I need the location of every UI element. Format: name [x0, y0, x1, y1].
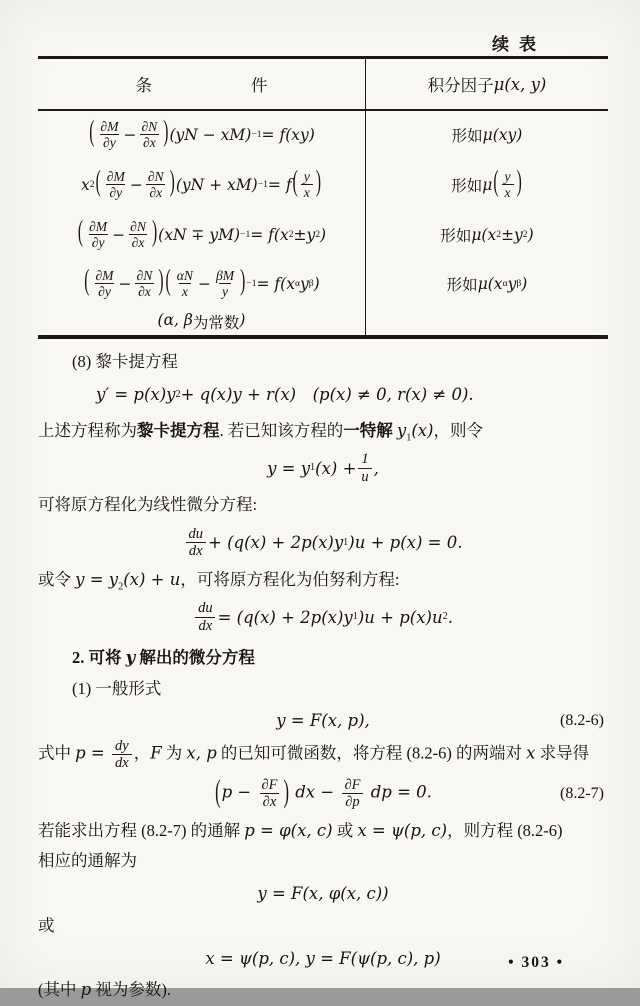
linear-ode-equation: $\frac{du}{dx}$ + (q(x) + 2p(x)y 1 )u + p(x) = 0.: [38, 521, 608, 565]
or-label: 或: [38, 915, 55, 935]
table-header-condition: 条 件: [135, 76, 268, 95]
factor-formula: 形如 μ ( $\frac{y}{x}$ ): [365, 158, 608, 211]
paragraph-general-solution: 若能求出方程 (8.2-7) 的通解 p = φ(x, c) 或 x = ψ(p, c)，则方程 (8.2-6): [38, 820, 563, 840]
riccati-equation: y′ = p(x)y 2 + q(x)y + r(x) (p(x) ≠ 0, r(x) ≠ 0).: [96, 385, 474, 405]
factor-formula: 形如 μ(xy): [365, 111, 608, 158]
section-8-heading: (8) 黎卡提方程: [72, 352, 178, 371]
page-number: • 303 •: [508, 954, 564, 971]
table-note-row: [38, 309, 608, 335]
paragraph-riccati-intro: 上述方程称为黎卡提方程. 若已知该方程的一特解 $y_1(x)$，则令: [38, 420, 483, 443]
table-row: [38, 211, 608, 258]
paragraph-bernoulli-transform: 或令 $y = y_2(x) + u$，可将原方程化为伯努利方程:: [38, 569, 400, 592]
equation-826-formula: y = F(x, p),: [276, 711, 370, 731]
equation-827: [38, 772, 608, 816]
equation-827-number: (8.2-7): [560, 784, 604, 802]
item-1-heading: (1) 一般形式: [72, 678, 162, 698]
general-solution-equation-1: y = F(x, φ(x, c)): [257, 884, 389, 904]
factor-formula: 形如 μ(x α y β ): [365, 258, 608, 309]
general-solution-equation-2: x = ψ(p, c), y = F(ψ(p, c), p): [205, 948, 441, 968]
equation-826-number: (8.2-6): [560, 712, 604, 730]
condition-formula: ( $\frac{\partial M}{\partial y}$ − $\frac{\partial N}{\partial x}$ ) ( $\frac{\alpha N}{x}$ − $\frac{\beta M}{y}$ ) −1 = f(x α y β ): [84, 264, 320, 299]
section-2-heading: 2. 可将 y 解出的微分方程: [72, 648, 255, 668]
table-note: (α, β 为常数 ): [157, 311, 246, 332]
substitution-equation: y = y 1 (x) + $\frac{1}{u}$ ,: [267, 451, 379, 485]
paragraph-linear-transform: 可将原方程化为线性微分方程:: [38, 495, 258, 515]
table-row: [38, 158, 608, 211]
integrating-factor-table: [38, 56, 608, 339]
table-row: [38, 111, 608, 158]
paragraph-derivation: 式中 p = $\frac{dy}{dx}$ ，F 为 x, p 的已知可微函数，将方程 (8.2-6) 的两端对 x 求导得: [38, 738, 590, 772]
equation-826: [38, 704, 608, 738]
condition-formula: ( $\frac{\partial M}{\partial y}$ − $\frac{\partial N}{\partial x}$ ) (yN − xM) −1 = f(xy): [89, 115, 315, 150]
table-header-factor: 积分因子 μ(x, y): [365, 59, 608, 109]
factor-formula: 形如 μ(x 2 ±y 2 ): [365, 211, 608, 258]
equation-827-formula: (p − $\frac{\partial F}{\partial x}$ ) dx − $\frac{\partial F}{\partial p}$ dp = 0.: [215, 772, 432, 811]
table-header-row: [38, 59, 608, 111]
continued-table-label: 续表: [492, 35, 546, 54]
condition-formula: x 2 ( $\frac{\partial M}{\partial y}$ − $\frac{\partial N}{\partial x}$ ) (yN + xM) −1 = f ( $\frac{y}{x}$ ): [81, 165, 321, 200]
page-body: [38, 347, 608, 1006]
table-row: [38, 258, 608, 309]
bernoulli-equation: $\frac{du}{dx}$ = (q(x) + 2p(x)y 1 )u + p(x)u 2 .: [38, 595, 608, 639]
paragraph-corresponding-solution: 相应的通解为: [38, 851, 137, 871]
paragraph-parameter-note: (其中 p 视为参数).: [38, 980, 171, 1000]
condition-formula: ( $\frac{\partial M}{\partial y}$ − $\frac{\partial N}{\partial x}$ ) (xN ∓ yM) −1 = f(x 2 ±y 2 ): [77, 215, 327, 250]
empty-cell: [365, 309, 608, 335]
